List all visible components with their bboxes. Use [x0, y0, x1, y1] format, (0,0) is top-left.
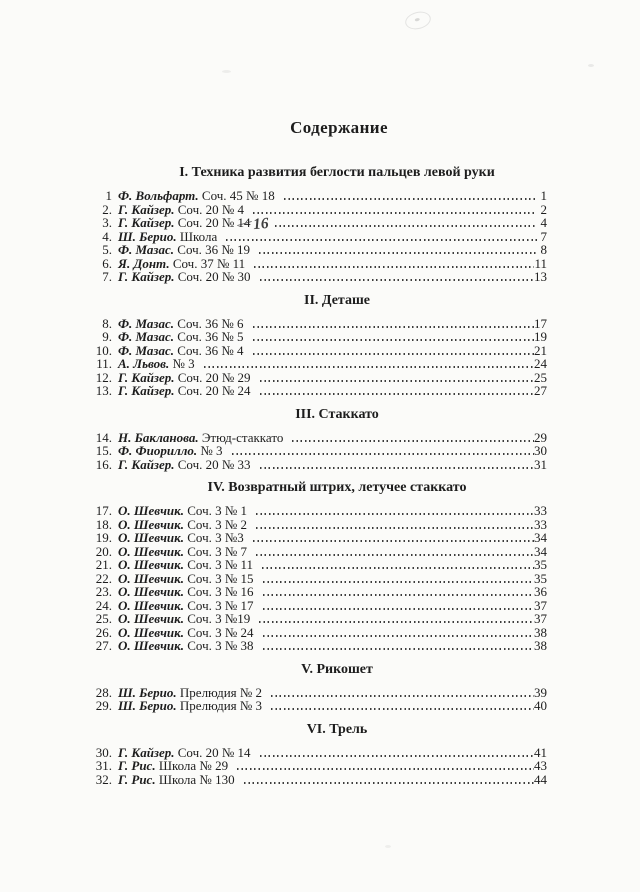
toc-entry [87, 545, 547, 559]
entry-author: Ш. Берио. [118, 228, 177, 244]
section-entries [87, 189, 547, 284]
entry-text [118, 773, 237, 787]
entry-text [118, 585, 256, 599]
entry-number: 29. [95, 698, 112, 713]
entry-text [118, 257, 247, 271]
entry-text [118, 317, 246, 331]
entry-title: Соч. 20 № 4 [177, 201, 245, 217]
toc-entry [87, 572, 547, 586]
dot-leader [275, 225, 537, 227]
entry-title: Соч. 3 № 17 [187, 597, 254, 613]
toc-entry [87, 317, 547, 331]
dot-leader [260, 393, 534, 395]
dot-leader [284, 198, 537, 200]
entry-author: О. Шевчик. [118, 530, 184, 545]
dot-leader [226, 239, 537, 241]
page-title: Содержание [290, 118, 388, 137]
section-entries [87, 317, 547, 398]
entry-page-number: 8 [540, 242, 547, 257]
entry-title: Соч. 3 № 38 [187, 638, 254, 653]
toc-entry [87, 330, 547, 344]
toc-entry [87, 773, 547, 787]
entry-text [118, 626, 256, 640]
dot-leader [263, 581, 534, 583]
entry-text [118, 330, 246, 344]
entry-text [118, 431, 285, 445]
entry-text [118, 572, 256, 586]
entry-number: 13. [95, 383, 112, 398]
entry-page-number: 17 [534, 315, 547, 331]
entry-title: Этюд-стаккато [201, 429, 284, 445]
entry-number: 5. [102, 242, 112, 257]
dot-leader [244, 782, 534, 784]
entry-number: 27. [95, 638, 112, 653]
section-heading: I. Техника развития беглости пальцев левой руки [179, 165, 495, 180]
dot-leader [253, 326, 534, 328]
entry-author: О. Шевчик. [118, 570, 184, 586]
entry-page-number: 7 [540, 228, 547, 244]
entry-text [118, 545, 249, 559]
dot-leader [254, 266, 534, 268]
entry-page-number: 35 [534, 557, 547, 572]
entry-number: 4. [102, 228, 112, 244]
toc-entry [87, 230, 547, 244]
entry-number: 8. [102, 315, 112, 331]
entry-text [118, 504, 249, 518]
entry-text [118, 214, 269, 234]
entry-number: 6. [102, 255, 112, 271]
dot-leader [271, 708, 534, 710]
entry-page-number: 36 [534, 584, 547, 599]
entry-author: Ш. Берио. [118, 698, 177, 713]
entry-text [118, 746, 253, 760]
dot-leader [262, 567, 534, 569]
dot-leader [253, 212, 537, 214]
toc-entry [87, 444, 547, 458]
toc-entry [87, 203, 547, 217]
entry-author: Ш. Берио. [118, 684, 177, 700]
section-entries [87, 431, 547, 472]
entry-text [118, 759, 230, 773]
entry-text [118, 599, 256, 613]
entry-title: Соч. 45 № 18 [201, 188, 275, 203]
entry-author: О. Шевчик. [118, 597, 184, 613]
entry-author: Г. Кайзер. [118, 744, 175, 760]
entry-author: Ф. Фиорилло. [118, 443, 198, 458]
entry-title: Соч. 20 № 24 [177, 383, 251, 398]
entry-page-number: 27 [534, 383, 547, 398]
toc-entry [87, 270, 547, 284]
entry-author: Г. Кайзер. [118, 201, 175, 217]
entry-text [118, 230, 219, 244]
toc-entry [87, 214, 547, 234]
entry-page-number: 33 [534, 503, 547, 518]
entry-number: 31. [95, 758, 112, 773]
entry-title: Соч. 20 № 33 [177, 456, 251, 472]
section-heading: VI. Трель [306, 721, 368, 737]
toc-section [87, 293, 547, 398]
entry-title: Соч. 3 № 2 [187, 516, 248, 532]
entry-number: 17. [95, 503, 112, 518]
entry-number: 24. [95, 597, 112, 613]
entry-page-number: 1 [540, 188, 547, 203]
entry-text [118, 518, 249, 532]
toc-section [87, 480, 547, 653]
entry-text [118, 558, 255, 572]
entry-page-number: 33 [534, 516, 547, 532]
toc-section [87, 722, 547, 787]
section-heading: II. Деташе [304, 292, 370, 308]
entry-number: 14. [95, 429, 112, 445]
entry-title: № 3 [200, 443, 223, 458]
entry-page-number: 24 [534, 356, 547, 371]
entry-number: 23. [95, 584, 112, 599]
entry-title: № 3 [172, 356, 195, 371]
toc-entry [87, 612, 547, 626]
dot-leader [292, 440, 534, 442]
entry-page-number: 37 [534, 611, 547, 626]
entry-author: О. Шевчик. [118, 516, 184, 532]
entry-page-number: 37 [534, 597, 547, 613]
toc-entry [87, 189, 547, 203]
entry-page-number: 44 [534, 771, 547, 787]
entry-author: Я. Донт. [118, 255, 170, 271]
dot-leader [263, 594, 534, 596]
entry-author: О. Шевчик. [118, 624, 184, 640]
entry-title: Соч. 20 № 29 [177, 369, 251, 385]
section-heading: IV. Возвратный штрих, летучее стаккато [207, 480, 467, 495]
entry-text [118, 243, 252, 257]
dot-leader [263, 648, 534, 650]
entry-number: 21. [95, 557, 112, 572]
toc-entry [87, 384, 547, 398]
entry-text [118, 699, 264, 713]
entry-title: Соч. 36 № 6 [177, 315, 244, 331]
entry-author: Г. Рис. [118, 758, 156, 773]
toc-entry [87, 518, 547, 532]
entry-page-number: 29 [534, 429, 547, 445]
entry-page-number: 38 [534, 638, 547, 653]
entry-author: Г. Рис. [118, 771, 156, 787]
entry-title: Соч. 20 № [177, 215, 238, 230]
dot-leader [260, 467, 534, 469]
toc-entry [87, 531, 547, 545]
entry-title: Соч. 3 №3 [187, 530, 244, 545]
dot-leader [271, 695, 534, 697]
entry-title: Школа № 29 [158, 758, 229, 773]
entry-page-number: 21 [534, 342, 547, 358]
entry-page-number: 38 [534, 624, 547, 640]
entry-text [118, 270, 253, 284]
toc-entry [87, 639, 547, 653]
dot-leader [260, 279, 534, 281]
section-entries [87, 504, 547, 653]
entry-author: Г. Кайзер. [118, 383, 175, 398]
entry-title: Соч. 3 № 7 [187, 543, 248, 559]
handwritten-annotation: 16 [251, 214, 269, 234]
entry-page-number: 19 [534, 329, 547, 344]
toc-entry [87, 458, 547, 472]
dot-leader [263, 608, 534, 610]
dot-leader [232, 453, 534, 455]
toc-entry [87, 344, 547, 358]
entry-number: 32. [95, 771, 112, 787]
entry-number: 10. [95, 342, 112, 358]
entry-text [118, 458, 253, 472]
toc-section [87, 165, 547, 284]
toc [87, 165, 547, 786]
dot-leader [263, 635, 534, 637]
toc-entry [87, 243, 547, 257]
toc-entry [87, 585, 547, 599]
entry-author: Ф. Мазас. [118, 242, 175, 257]
section-entries [87, 686, 547, 713]
dot-leader [260, 755, 534, 757]
entry-number: 22. [95, 570, 112, 586]
entry-number: 7. [102, 269, 112, 284]
entry-text [118, 686, 264, 700]
entry-number: 1 [105, 188, 112, 203]
entry-number: 18. [95, 516, 112, 532]
toc-entry [87, 759, 547, 773]
entry-author: Г. Кайзер. [118, 369, 175, 385]
entry-number: 25. [95, 611, 112, 626]
entry-title: Соч. 20 № 30 [177, 269, 251, 284]
entry-title: Соч. 3 № 16 [187, 584, 254, 599]
toc-entry [87, 504, 547, 518]
entry-page-number: 39 [534, 684, 547, 700]
dot-leader [253, 540, 534, 542]
entry-page-number: 35 [534, 570, 547, 586]
toc-section [87, 407, 547, 472]
dot-leader [237, 768, 534, 770]
dot-leader [204, 366, 534, 368]
dot-leader [253, 353, 534, 355]
entry-page-number: 31 [534, 456, 547, 472]
entry-title: Школа [179, 228, 218, 244]
entry-author: О. Шевчик. [118, 543, 184, 559]
entry-number: 9. [102, 329, 112, 344]
dot-leader [253, 339, 534, 341]
entry-text [118, 444, 225, 458]
entry-title: Прелюдия № 3 [179, 698, 263, 713]
entry-title: Соч. 3 №19 [187, 611, 251, 626]
entry-text [118, 384, 253, 398]
entry-title: Соч. 3 № 11 [187, 557, 254, 572]
toc-entry [87, 699, 547, 713]
entry-author: Н. Бакланова. [118, 429, 199, 445]
entry-page-number: 4 [540, 215, 547, 230]
entry-author: Ф. Вольфарт. [118, 188, 199, 203]
entry-author: Г. Кайзер. [118, 215, 175, 230]
entry-author: О. Шевчик. [118, 584, 184, 599]
entry-page-number: 11 [534, 255, 547, 271]
entry-number: 12. [95, 369, 112, 385]
entry-text [118, 203, 246, 217]
entry-number: 28. [95, 684, 112, 700]
entry-page-number: 34 [534, 543, 547, 559]
toc-entry [87, 357, 547, 371]
entry-page-number: 41 [534, 744, 547, 760]
entry-author: Ф. Мазас. [118, 315, 175, 331]
struck-text: 14 [237, 215, 251, 230]
entry-author: Ф. Мазас. [118, 342, 175, 358]
entry-title: Соч. 36 № 19 [177, 242, 251, 257]
entry-number: 2. [102, 201, 112, 217]
dot-leader [259, 252, 537, 254]
entry-title: Соч. 36 № 5 [177, 329, 244, 344]
entry-page-number: 2 [540, 201, 547, 217]
entry-number: 11. [96, 356, 112, 371]
entry-title: Соч. 20 № 14 [177, 744, 251, 760]
entry-number: 15. [95, 443, 112, 458]
entry-text [118, 612, 252, 626]
entry-number: 26. [95, 624, 112, 640]
toc-entry [87, 599, 547, 613]
entry-number: 16. [95, 456, 112, 472]
entry-author: Ф. Мазас. [118, 329, 175, 344]
entry-number: 19. [95, 530, 112, 545]
toc-entry [87, 626, 547, 640]
entry-title: Соч. 36 № 4 [177, 342, 244, 358]
toc-entry [87, 257, 547, 271]
entry-author: Г. Кайзер. [118, 456, 175, 472]
toc-entry [87, 686, 547, 700]
entry-text [118, 639, 256, 653]
entry-page-number: 34 [534, 530, 547, 545]
dot-leader [256, 513, 534, 515]
entry-title: Школа № 130 [158, 771, 235, 787]
entry-page-number: 43 [534, 758, 547, 773]
entry-page-number: 13 [534, 269, 547, 284]
entry-number: 20. [95, 543, 112, 559]
entry-text [118, 357, 197, 371]
toc-entry [87, 746, 547, 760]
entry-number: 3. [102, 215, 112, 230]
entry-text [118, 371, 253, 385]
entry-author: О. Шевчик. [118, 503, 184, 518]
toc-entry [87, 558, 547, 572]
toc-entry [87, 371, 547, 385]
dot-leader [256, 527, 534, 529]
dot-leader [260, 380, 534, 382]
entry-number: 30. [95, 744, 112, 760]
section-entries [87, 746, 547, 787]
entry-title: Соч. 37 № 11 [172, 255, 246, 271]
entry-text [118, 189, 277, 203]
entry-title: Прелюдия № 2 [179, 684, 263, 700]
toc-section [87, 662, 547, 713]
entry-author: А. Львов. [118, 356, 170, 371]
entry-page-number: 40 [534, 698, 547, 713]
toc-entry [87, 431, 547, 445]
entry-author: О. Шевчик. [118, 557, 184, 572]
entry-author: О. Шевчик. [118, 611, 184, 626]
dot-leader [256, 554, 534, 556]
dot-leader [259, 621, 534, 623]
entry-title: Соч. 3 № 24 [187, 624, 254, 640]
entry-author: Г. Кайзер. [118, 269, 175, 284]
entry-page-number: 30 [534, 443, 547, 458]
entry-title: Соч. 3 № 1 [187, 503, 248, 518]
section-heading: V. Рикошет [301, 661, 373, 677]
entry-author: О. Шевчик. [118, 638, 184, 653]
entry-page-number: 25 [534, 369, 547, 385]
entry-text [118, 344, 246, 358]
entry-text [118, 531, 246, 545]
entry-title: Соч. 3 № 15 [187, 570, 254, 586]
section-heading: III. Стаккато [295, 406, 379, 422]
